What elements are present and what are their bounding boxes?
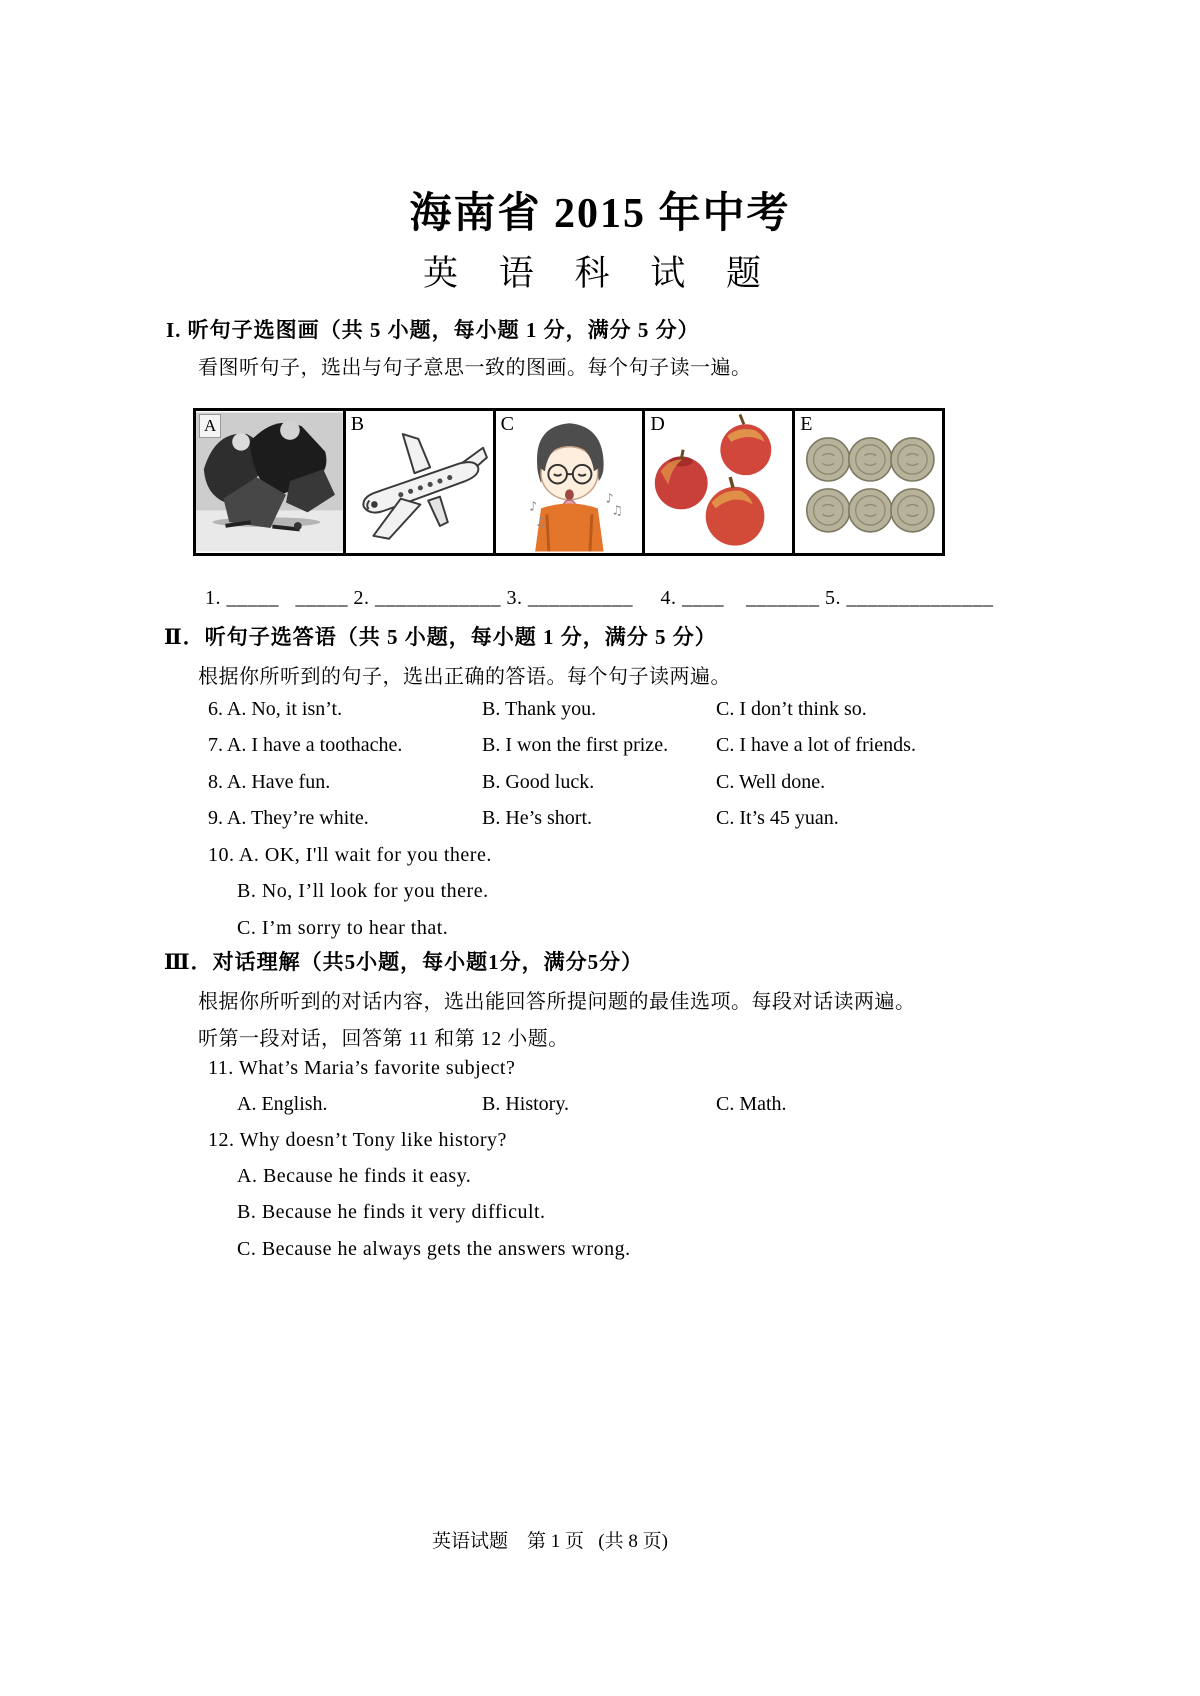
question-8-row: [0, 771, 1200, 799]
question-11-option-a: A. English.: [237, 1093, 328, 1115]
question-8-option-b: B. Good luck.: [482, 771, 595, 793]
page-footer: 英语试题 第 1 页 (共 8 页): [432, 1531, 668, 1552]
question-6-row: [0, 698, 1200, 726]
picture-label-b: B: [350, 413, 365, 435]
section3-heading: Ⅲ．对话理解（共5小题，每小题1分，满分5分）: [164, 950, 644, 974]
question-8-option-a: 8. A. Have fun.: [208, 771, 331, 793]
question-10-option-b: B. No, I’ll look for you there.: [237, 880, 489, 902]
question-6-option-c: C. I don’t think so.: [716, 698, 867, 720]
section3-passage-note: 听第一段对话，回答第 11 和第 12 小题。: [198, 1028, 569, 1050]
question-12-option-b: B. Because he finds it very difficult.: [237, 1201, 546, 1223]
picture-cell-e: [795, 411, 942, 553]
question-7-option-c: C. I have a lot of friends.: [716, 734, 916, 756]
question-10-option-c: C. I’m sorry to hear that.: [237, 917, 449, 939]
picture-label-c: C: [500, 413, 514, 435]
question-11-text: 11. What’s Maria’s favorite subject?: [208, 1057, 516, 1079]
question-11-option-c: C. Math.: [716, 1093, 787, 1115]
question-12-text: 12. Why doesn’t Tony like history?: [208, 1129, 507, 1151]
question-11-option-b: B. History.: [482, 1093, 570, 1115]
section1-instruction: 看图听句子，选出与句子意思一致的图画。每个句子读一遍。: [198, 357, 752, 379]
question-9-option-c: C. It’s 45 yuan.: [716, 807, 839, 829]
question-6-option-b: B. Thank you.: [482, 698, 597, 720]
svg-text:♪: ♪: [605, 490, 614, 506]
svg-text:♫: ♫: [534, 514, 547, 530]
question-12-option-c: C. Because he always gets the answers wrong.: [237, 1238, 631, 1260]
answer-blanks-line: 1. _____ _____ 2. ____________ 3. __________ 4. ____ _______ 5. ______________: [205, 587, 994, 609]
question-7-option-b: B. I won the first prize.: [482, 734, 669, 756]
picture-label-a: A: [199, 414, 221, 438]
picture-cell-b: [346, 411, 496, 553]
question-9-option-a: 9. A. They’re white.: [208, 807, 369, 829]
question-6-option-a: 6. A. No, it isn’t.: [208, 698, 343, 720]
question-12-option-a: A. Because he finds it easy.: [237, 1165, 472, 1187]
picture-cell-a: [196, 411, 346, 553]
section1-heading: I. 听句子选图画（共 5 小题，每小题 1 分，满分 5 分）: [166, 318, 700, 342]
exam-subtitle: 英 语 科 试 题: [422, 254, 777, 293]
picture-grid: [193, 408, 945, 556]
svg-text:♪: ♪: [528, 498, 537, 514]
singing-boy-icon: [496, 411, 643, 553]
question-9-option-b: B. He’s short.: [482, 807, 592, 829]
section3-instruction: 根据你所听到的对话内容，选出能回答所提问题的最佳选项。每段对话读两遍。: [198, 991, 916, 1013]
section2-heading: Ⅱ．听句子选答语（共 5 小题，每小题 1 分，满分 5 分）: [164, 625, 717, 649]
question-9-row: [0, 807, 1200, 835]
picture-label-e: E: [800, 413, 813, 435]
apples-icon: [645, 411, 792, 553]
coins-icon: [795, 411, 942, 553]
question-7-option-a: 7. A. I have a toothache.: [208, 734, 403, 756]
svg-text:♫: ♫: [611, 502, 623, 518]
picture-cell-c: [496, 411, 646, 553]
question-8-option-c: C. Well done.: [716, 771, 826, 793]
question-10-option-a: 10. A. OK, I'll wait for you there.: [208, 844, 492, 866]
picture-label-d: D: [650, 413, 665, 435]
picture-cell-d: [645, 411, 795, 553]
airplane-icon: [346, 411, 493, 553]
section2-instruction: 根据你所听到的句子，选出正确的答语。每个句子读两遍。: [198, 666, 731, 688]
question-11-options-row: [0, 1093, 1200, 1121]
question-7-row: [0, 734, 1200, 762]
exam-title: 海南省 2015 年中考: [409, 191, 791, 237]
